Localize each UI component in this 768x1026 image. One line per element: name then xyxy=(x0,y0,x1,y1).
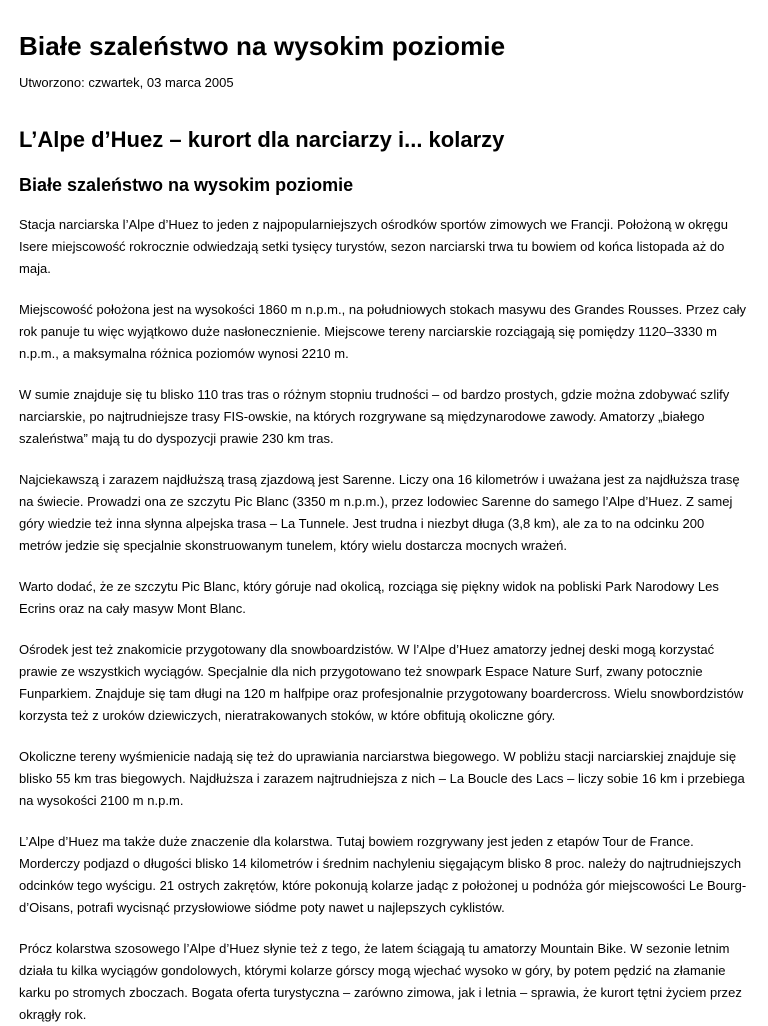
paragraph: Stacja narciarska l’Alpe d’Huez to jeden z najpopularniejszych ośrodków sportów zimowych we Francji. Położoną w okręgu Isere miejscowość rokrocznie odwiedzają setki tysięcy turystów, sezon narciarski trwa tu bowiem od końca listopada aż do maja. xyxy=(19,217,729,276)
article-subtitle: Białe szaleństwo na wysokim poziomie xyxy=(19,175,354,195)
paragraph: Warto dodać, że ze szczytu Pic Blanc, który góruje nad okolicą, rozciąga się piękny widok na pobliski Park Narodowy Les Ecrins oraz na cały masyw Mont Blanc. xyxy=(19,579,719,616)
page-title: Białe szaleństwo na wysokim poziomie xyxy=(19,31,506,61)
article-title: L’Alpe d’Huez – kurort dla narciarzy i... kolarzy xyxy=(19,127,505,152)
paragraph: Miejscowość położona jest na wysokości 1860 m n.p.m., na południowych stokach masywu des Grandes Rousses. Przez cały rok panuje tu więc wyjątkowo duże nasłonecznienie. Miejscowe tereny narciarskie rozciągają się pomiędzy 1120–3330 m n.p.m., a maksymalna różnica poziomów wynosi 2210 m. xyxy=(19,302,747,361)
paragraph: L’Alpe d’Huez ma także duże znaczenie dla kolarstwa. Tutaj bowiem rozgrywany jest jeden z etapów Tour de France. Morderczy podjazd o długości blisko 14 kilometrów i średnim nachyleniu sięgającym blisko 8 proc. należy do najtrudniejszych odcinków tego wyścigu. 21 ostrych zakrętów, które pokonują kolarze jadąc z położonej u podnóża gór miejscowości Le Bourg-d’Oisans, potrafi wycisnąć przysłowiowe siódme poty nawet u najlepszych cyklistów. xyxy=(19,834,747,915)
paragraph: Najciekawszą i zarazem najdłuższą trasą zjazdową jest Sarenne. Liczy ona 16 kilometrów i uważana jest za najdłuższa trasę na świecie. Prowadzi ona ze szczytu Pic Blanc (3350 m n.p.m.), przez lodowiec Sarenne do samego l’Alpe d’Huez. Z samej góry wiedzie też inna słynna alpejska trasa – La Tunnele. Jest trudna i niezbyt długa (3,8 km), ale za to na odcinku 200 metrów jedzie się specjalnie skonstruowanym tunelem, który wielu dostarcza mocnych wrażeń. xyxy=(19,472,740,553)
article-body xyxy=(19,214,750,1026)
paragraph: Prócz kolarstwa szosowego l’Alpe d’Huez słynie też z tego, że latem ściągają tu amatorzy Mountain Bike. W sezonie letnim działa tu kilka wyciągów gondolowych, którymi kolarze górscy mogą wjechać wysoko w góry, by potem pędzić na złamanie karku po stromych zboczach. Bogata oferta turystyczna – zarówno zimowa, jak i letnia – sprawia, że kurort tętni życiem przez okrągły rok. xyxy=(19,941,742,1022)
paragraph: W sumie znajduje się tu blisko 110 tras tras o różnym stopniu trudności – od bardzo prostych, gdzie można zdobywać szlify narciarskie, po najtrudniejsze trasy FIS-owskie, na których rozgrywane są międzynarodowe zawody. Amatorzy „białego szaleństwa” mają tu do dyspozycji prawie 230 km tras. xyxy=(19,387,730,446)
paragraph: Ośrodek jest też znakomicie przygotowany dla snowboardzistów. W l’Alpe d’Huez amatorzy jednej deski mogą korzystać prawie ze wszystkich wyciągów. Specjalnie dla nich przygotowano też snowpark Espace Nature Surf, zwany potocznie Funparkiem. Znajduje się tam długi na 120 m halfpipe oraz profesjonalnie przygotowany boardercross. Wielu snowbordzistów korzysta też z uroków dziewiczych, nieratrakowanych stoków, w które obfitują okoliczne góry. xyxy=(19,642,744,723)
paragraph: Okoliczne tereny wyśmienicie nadają się też do uprawiania narciarstwa biegowego. W pobliżu stacji narciarskiej znajduje się blisko 55 km tras biegowych. Najdłuższa i zarazem najtrudniejsza z nich – La Boucle des Lacs – liczy sobie 16 km i przebiega na wysokości 2100 m n.p.m. xyxy=(19,749,745,808)
created-date: Utworzono: czwartek, 03 marca 2005 xyxy=(19,75,234,90)
